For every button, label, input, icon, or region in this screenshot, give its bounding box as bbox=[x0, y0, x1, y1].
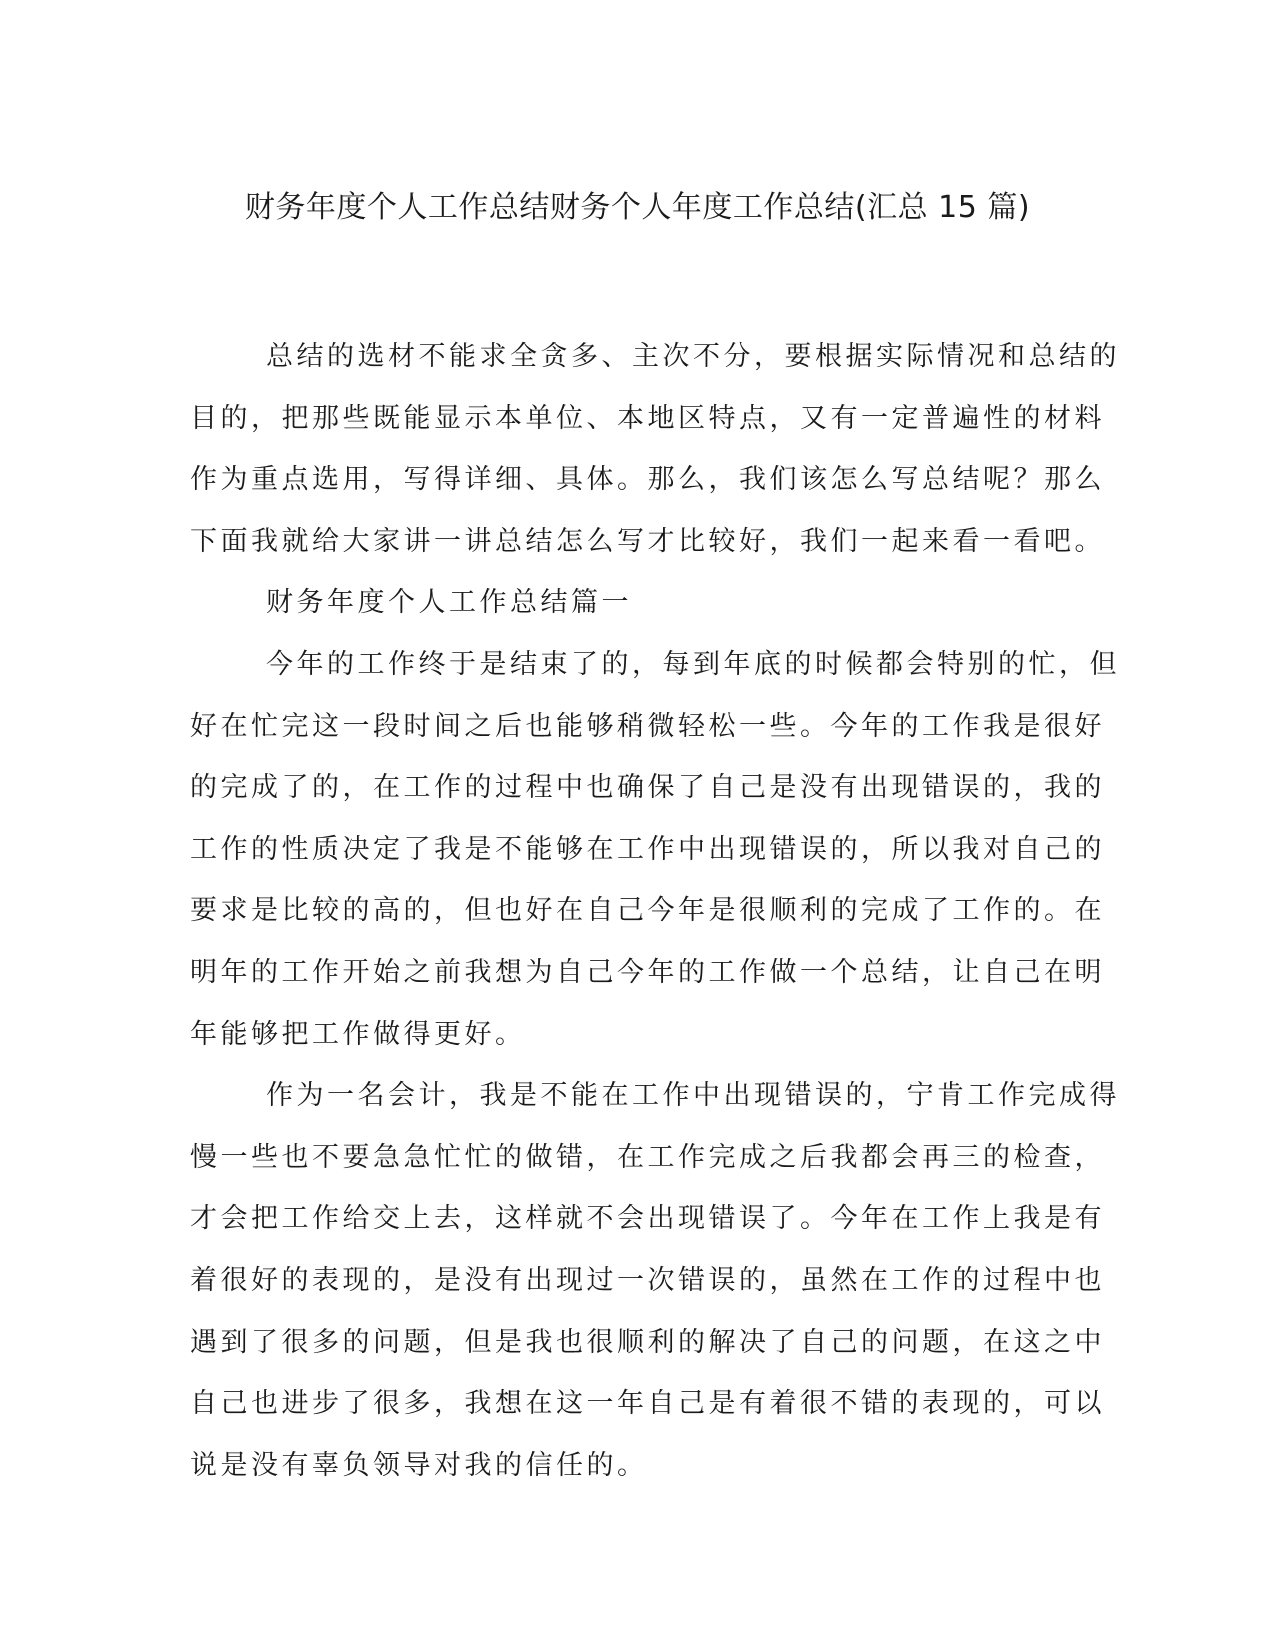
text-line: 今年的工作终于是结束了的，每到年底的时候都会特别的忙，但 bbox=[266, 648, 1120, 680]
text-line: 明年的工作开始之前我想为自己今年的工作做一个总结，让自己在明 bbox=[190, 956, 1105, 988]
text-line: 的完成了的，在工作的过程中也确保了自己是没有出现错误的，我的 bbox=[190, 772, 1105, 804]
text-line: 自己也进步了很多，我想在这一年自己是有着很不错的表现的，可以 bbox=[190, 1388, 1105, 1420]
text-line: 说是没有辜负领导对我的信任的。 bbox=[190, 1449, 648, 1481]
text-line: 下面我就给大家讲一讲总结怎么写才比较好，我们一起来看一看吧。 bbox=[190, 525, 1105, 557]
text-line: 要求是比较的高的，但也好在自己今年是很顺利的完成了工作的。在 bbox=[190, 895, 1105, 927]
document-title: 财务年度个人工作总结财务个人年度工作总结(汇总 15 篇) bbox=[244, 190, 1031, 225]
text-line: 作为重点选用，写得详细、具体。那么，我们该怎么写总结呢？那么 bbox=[190, 464, 1105, 496]
text-line: 财务年度个人工作总结篇一 bbox=[266, 587, 632, 619]
text-line: 好在忙完这一段时间之后也能够稍微轻松一些。今年的工作我是很好 bbox=[190, 710, 1105, 742]
document-body bbox=[190, 326, 1120, 1496]
text-line: 慢一些也不要急急忙忙的做错，在工作完成之后我都会再三的检查， bbox=[190, 1141, 1105, 1173]
text-line: 工作的性质决定了我是不能够在工作中出现错误的，所以我对自己的 bbox=[190, 833, 1105, 865]
text-line: 目的，把那些既能显示本单位、本地区特点，又有一定普遍性的材料 bbox=[190, 402, 1105, 434]
text-line: 着很好的表现的，是没有出现过一次错误的，虽然在工作的过程中也 bbox=[190, 1264, 1105, 1296]
text-line: 作为一名会计，我是不能在工作中出现错误的，宁肯工作完成得 bbox=[266, 1080, 1120, 1112]
text-line: 年能够把工作做得更好。 bbox=[190, 1018, 526, 1050]
text-line: 遇到了很多的问题，但是我也很顺利的解决了自己的问题，在这之中 bbox=[190, 1326, 1105, 1358]
text-line: 才会把工作给交上去，这样就不会出现错误了。今年在工作上我是有 bbox=[190, 1203, 1105, 1235]
text-line: 总结的选材不能求全贪多、主次不分，要根据实际情况和总结的 bbox=[266, 341, 1120, 372]
